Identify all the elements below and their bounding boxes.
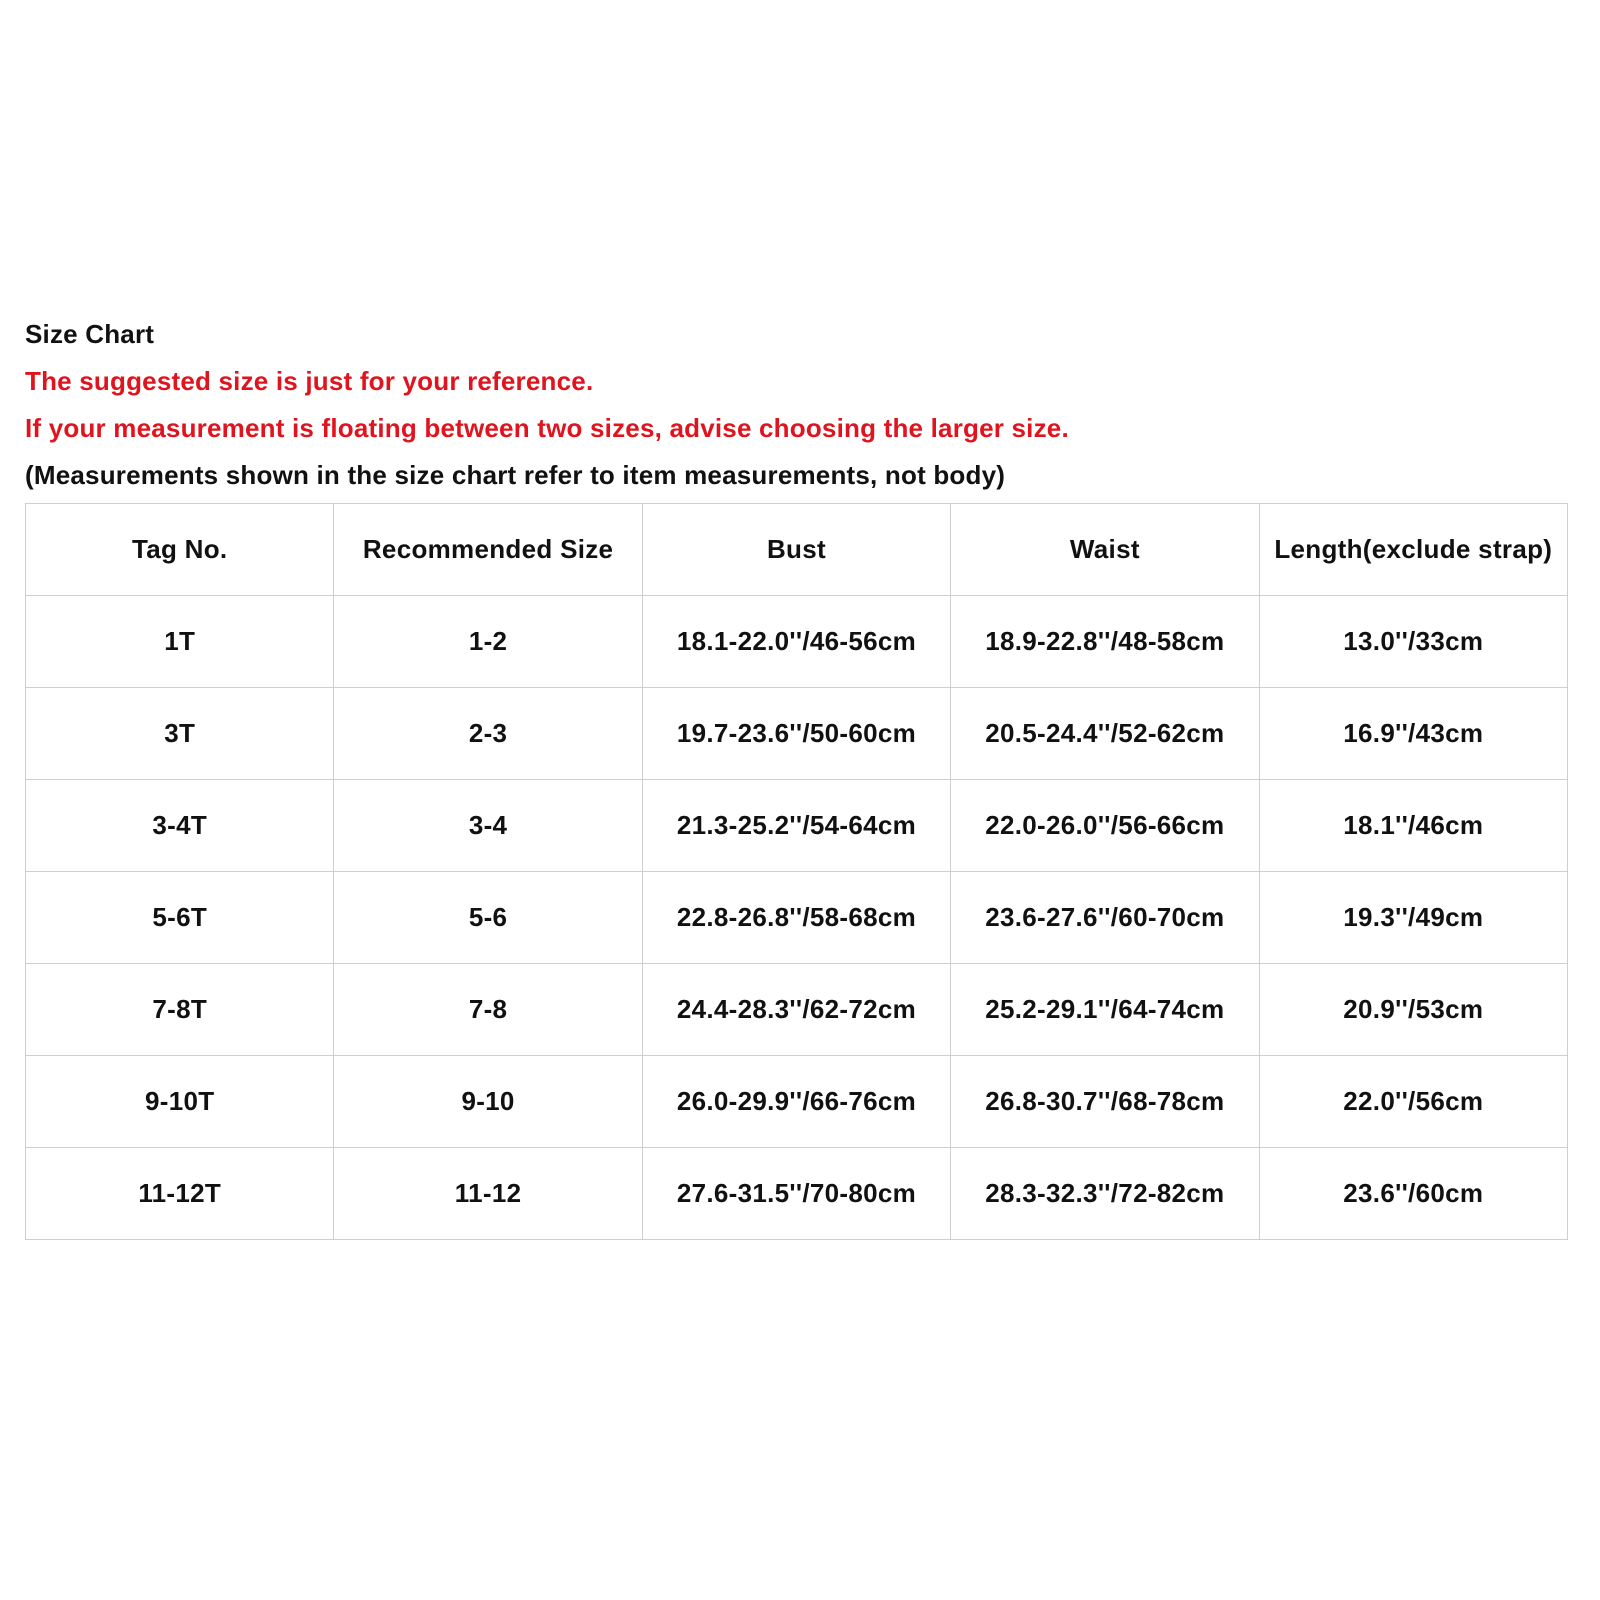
- recommended-size-cell: 2-3: [334, 688, 642, 780]
- waist-cell: 20.5-24.4''/52-62cm: [951, 688, 1259, 780]
- bust-cell: 24.4-28.3''/62-72cm: [642, 964, 950, 1056]
- waist-cell: 28.3-32.3''/72-82cm: [951, 1148, 1259, 1240]
- heading-block: [25, 311, 1565, 499]
- length-cell: 23.6''/60cm: [1259, 1148, 1567, 1240]
- reference-note: The suggested size is just for your reference.: [25, 366, 594, 396]
- length-cell: 16.9''/43cm: [1259, 688, 1567, 780]
- length-cell: 19.3''/49cm: [1259, 872, 1567, 964]
- recommended-size-cell: 3-4: [334, 780, 642, 872]
- header-bust: Bust: [642, 504, 950, 596]
- waist-cell: 23.6-27.6''/60-70cm: [951, 872, 1259, 964]
- waist-cell: 25.2-29.1''/64-74cm: [951, 964, 1259, 1056]
- length-cell: 13.0''/33cm: [1259, 596, 1567, 688]
- measurement-disclaimer: (Measurements shown in the size chart refer to item measurements, not body): [25, 460, 1006, 490]
- table-row: [26, 964, 1568, 1056]
- tag-no-cell: 11-12T: [26, 1148, 334, 1240]
- tag-no-cell: 1T: [26, 596, 334, 688]
- header-waist: Waist: [951, 504, 1259, 596]
- tag-no-cell: 5-6T: [26, 872, 334, 964]
- length-cell: 20.9''/53cm: [1259, 964, 1567, 1056]
- sizing-advice-note: If your measurement is floating between two sizes, advise choosing the larger size.: [25, 413, 1069, 443]
- tag-no-cell: 3-4T: [26, 780, 334, 872]
- waist-cell: 18.9-22.8''/48-58cm: [951, 596, 1259, 688]
- table-row: [26, 1148, 1568, 1240]
- table-row: [26, 688, 1568, 780]
- length-cell: 22.0''/56cm: [1259, 1056, 1567, 1148]
- bust-cell: 26.0-29.9''/66-76cm: [642, 1056, 950, 1148]
- header-tag-no: Tag No.: [26, 504, 334, 596]
- bust-cell: 22.8-26.8''/58-68cm: [642, 872, 950, 964]
- recommended-size-cell: 7-8: [334, 964, 642, 1056]
- table-row: [26, 780, 1568, 872]
- length-cell: 18.1''/46cm: [1259, 780, 1567, 872]
- size-chart-table: [25, 503, 1568, 1240]
- waist-cell: 22.0-26.0''/56-66cm: [951, 780, 1259, 872]
- header-length: Length(exclude strap): [1259, 504, 1567, 596]
- recommended-size-cell: 9-10: [334, 1056, 642, 1148]
- bust-cell: 27.6-31.5''/70-80cm: [642, 1148, 950, 1240]
- bust-cell: 18.1-22.0''/46-56cm: [642, 596, 950, 688]
- recommended-size-cell: 5-6: [334, 872, 642, 964]
- tag-no-cell: 7-8T: [26, 964, 334, 1056]
- tag-no-cell: 9-10T: [26, 1056, 334, 1148]
- bust-cell: 21.3-25.2''/54-64cm: [642, 780, 950, 872]
- page-title: Size Chart: [25, 319, 155, 349]
- bust-cell: 19.7-23.6''/50-60cm: [642, 688, 950, 780]
- table-row: [26, 872, 1568, 964]
- table-row: [26, 1056, 1568, 1148]
- table-header-row: [26, 504, 1568, 596]
- waist-cell: 26.8-30.7''/68-78cm: [951, 1056, 1259, 1148]
- recommended-size-cell: 1-2: [334, 596, 642, 688]
- recommended-size-cell: 11-12: [334, 1148, 642, 1240]
- tag-no-cell: 3T: [26, 688, 334, 780]
- header-recommended-size: Recommended Size: [334, 504, 642, 596]
- table-row: [26, 596, 1568, 688]
